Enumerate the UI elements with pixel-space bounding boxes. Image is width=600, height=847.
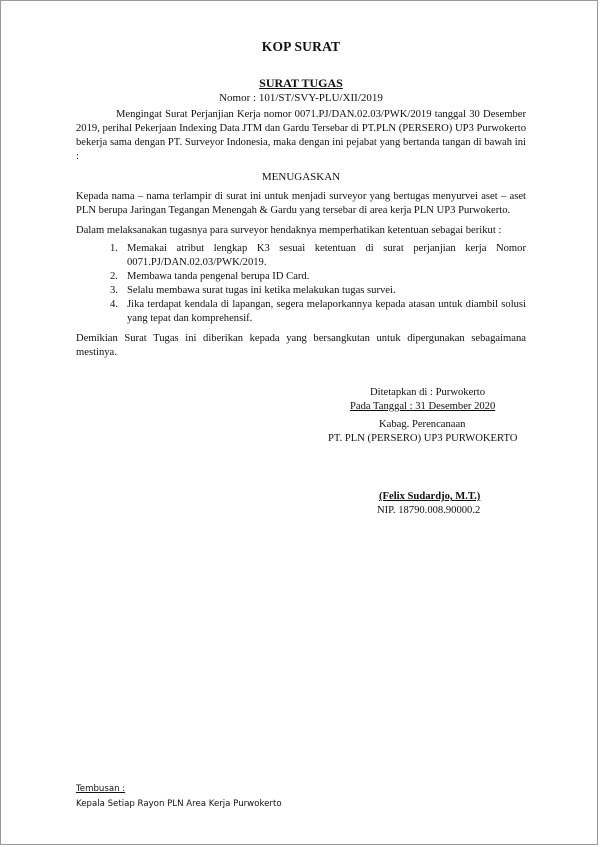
list-item (97, 242, 526, 270)
list-item (97, 284, 526, 298)
assignment-paragraph: Kepada nama – nama terlampir di surat ini untuk menjadi surveyor yang bertugas menyurvei aset – aset PLN berupa Jaringan Tegangan Menengah & Gardu yang tersebar di area kerja PLN UP3 Purwokerto. (76, 191, 526, 216)
signer-position: Kabag. Perencanaan (379, 419, 466, 430)
list-item-text: Membawa tanda pengenal berupa ID Card. (127, 271, 310, 282)
list-item-number: 2. (110, 271, 118, 282)
list-item-text: Memakai atribut lengkap K3 sesuai ketentuan di surat perjanjian kerja Nomor 0071.PJ/DAN.02.03/PWK/2019. (127, 243, 526, 268)
letter-number: Nomor : 101/ST/SVY-PLU/XII/2019 (219, 92, 383, 104)
closing-paragraph: Demikian Surat Tugas ini diberikan kepada yang bersangkutan untuk dipergunakan sebagaimana mestinya. (76, 333, 526, 358)
instructions-intro: Dalam melaksanakan tugasnya para surveyor hendaknya memperhatikan ketentuan sebagai berikut : (76, 225, 502, 236)
tembusan-recipient: Kepala Setiap Rayon PLN Area Kerja Purwokerto (76, 799, 282, 809)
signer-name: (Felix Sudardjo, M.T.) (379, 491, 481, 502)
list-item (97, 270, 526, 284)
list-item-number: 1. (110, 243, 118, 254)
list-item-number: 3. (110, 285, 118, 296)
letterhead-title: KOP SURAT (261, 39, 341, 54)
instructions-list (97, 242, 526, 326)
signer-nip: NIP. 18790.008.90000.2 (377, 505, 481, 516)
signature-date: Pada Tanggal : 31 Desember 2020 (350, 401, 496, 412)
list-item-number: 4. (110, 299, 118, 310)
list-item-text: Selalu membawa surat tugas ini ketika melakukan tugas survei. (127, 285, 396, 296)
opening-paragraph: Mengingat Surat Perjanjian Kerja nomor 0071.PJ/DAN.02.03/PWK/2019 tanggal 30 Desember 2019, perihal Pekerjaan Indexing Data JTM dan Gardu Tersebar di PT.PLN (PERSERO) UP3 Purwokerto bekerja sama dengan PT. Surveyor Indonesia, maka dengan ini pejabat yang bertanda tangan di bawah ini : (76, 109, 526, 162)
list-item (97, 298, 526, 326)
tembusan-label: Tembusan : (76, 784, 126, 794)
signature-place: Ditetapkan di : Purwokerto (370, 387, 486, 398)
letter-title: SURAT TUGAS (259, 76, 343, 90)
menugaskan-heading: MENUGASKAN (261, 171, 341, 183)
list-item-text: Jika terdapat kendala di lapangan, segera melaporkannya kepada atasan untuk diambil solusi yang tepat dan komprehensif. (127, 299, 526, 324)
signer-company: PT. PLN (PERSERO) UP3 PURWOKERTO (328, 433, 518, 444)
